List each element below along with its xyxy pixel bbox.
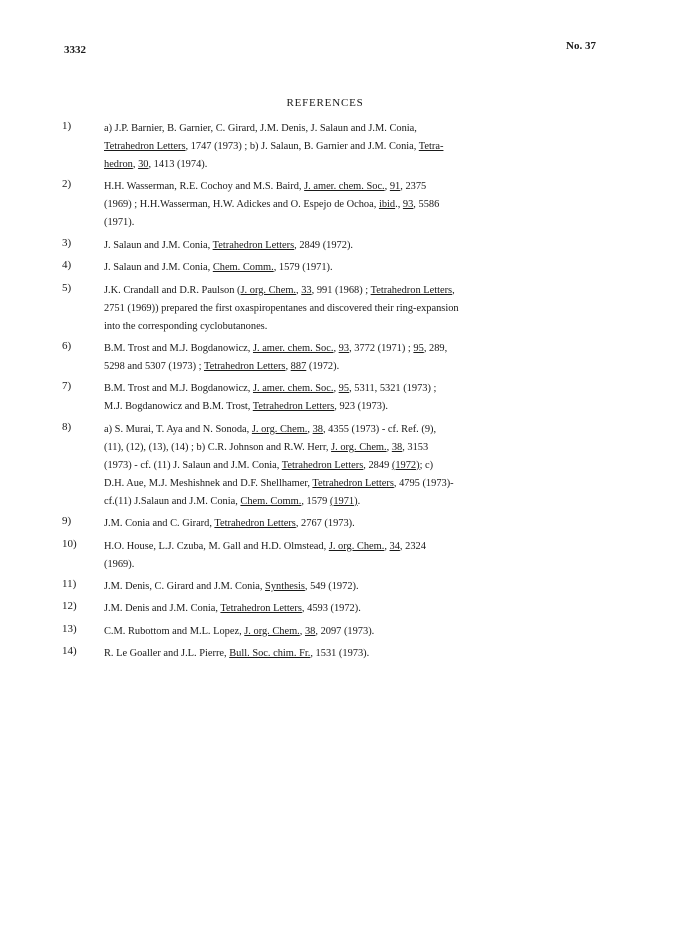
reference-text: J.M. Conia and C. Girard,: [104, 518, 215, 530]
reference-line: [104, 421, 584, 439]
reference-text: , 2767 (1973).: [295, 518, 355, 530]
reference-number: 13): [62, 622, 77, 635]
reference-item: [0, 600, 584, 618]
underlined-citation: Chem. Comm.: [212, 262, 274, 274]
reference-text: C.M. Rubottom and M.L. Lopez,: [104, 625, 245, 637]
underlined-citation: J. org. Chem.: [244, 625, 300, 637]
reference-line: [104, 515, 584, 533]
reference-text: ,: [333, 342, 339, 354]
reference-text: , 2849 (1972).: [294, 239, 353, 251]
reference-text: ,: [285, 360, 291, 372]
reference-text: , 2375: [400, 181, 427, 193]
underlined-citation: J. amer. chem. Soc.: [304, 181, 385, 193]
reference-text: , 4795 (1973)-: [393, 477, 454, 489]
reference-text: ,: [384, 540, 390, 552]
reference-item: [0, 515, 584, 533]
reference-text: J.K. Crandall and D.R. Paulson (: [104, 284, 241, 296]
reference-line: [104, 282, 584, 300]
issue-number: No. 37: [566, 40, 596, 52]
underlined-citation: 887: [290, 360, 307, 372]
underlined-citation: (1971): [329, 495, 358, 507]
reference-text: , 2849: [363, 459, 392, 471]
reference-text: , 1579: [301, 495, 330, 507]
reference-text: J. Salaun and J.M. Conia,: [104, 239, 213, 251]
reference-text: H.H. Wasserman, R.E. Cochoy and M.S. Baird,: [104, 181, 305, 193]
reference-text: (1971).: [104, 217, 135, 229]
reference-item: [0, 623, 584, 641]
reference-text: , 549 (1972).: [304, 580, 359, 592]
reference-number: 6): [62, 339, 72, 352]
reference-line: [104, 578, 584, 596]
reference-number: 10): [62, 537, 77, 550]
reference-line: [104, 556, 584, 574]
underlined-citation: 91: [389, 181, 401, 193]
reference-item: [0, 178, 584, 232]
reference-text: J.M. Denis and J.M. Conia,: [104, 603, 221, 615]
underlined-citation: Tetrahedron Letters: [220, 603, 302, 615]
reference-number: 5): [62, 281, 72, 294]
reference-text: ,: [299, 625, 305, 637]
reference-text: .: [357, 495, 361, 507]
reference-text: , 3153: [402, 441, 429, 453]
underlined-citation: ibid: [378, 199, 396, 211]
reference-item: [0, 120, 584, 174]
underlined-citation: 38: [304, 625, 316, 637]
reference-text: ; c): [419, 459, 434, 471]
underlined-citation: hedron: [104, 159, 133, 170]
reference-number: 9): [62, 515, 72, 528]
reference-text: , 923 (1973).: [334, 401, 388, 413]
reference-text: B.M. Trost and M.J. Bogdanowicz,: [104, 342, 253, 354]
reference-text: J.M. Denis, C. Girard and J.M. Conia,: [104, 580, 266, 592]
reference-number: 14): [62, 645, 77, 658]
reference-text: into the corresponding cyclobutanones.: [104, 320, 268, 332]
underlined-citation: 93: [338, 342, 350, 354]
reference-text: ,: [386, 441, 392, 453]
reference-text: M.J. Bogdanowicz and B.M. Trost,: [104, 401, 253, 413]
reference-text: , 991 (1968) ;: [311, 284, 371, 296]
underlined-citation: 38: [391, 441, 403, 453]
reference-item: [0, 380, 584, 416]
reference-text: ,: [132, 159, 139, 170]
reference-line: [104, 138, 584, 156]
reference-line: [104, 214, 584, 232]
underlined-citation: J. org. Chem.: [240, 284, 297, 296]
underlined-citation: 95: [338, 383, 350, 395]
reference-text: , 4593 (1972).: [301, 603, 361, 615]
reference-text: R. Le Goaller and J.L. Pierre,: [104, 648, 230, 660]
reference-line: [104, 538, 584, 556]
reference-text: (1973) - cf. (11) J. Salaun and J.M. Conia,: [104, 459, 282, 471]
underlined-citation: 93: [402, 199, 414, 211]
reference-line: [104, 623, 584, 641]
reference-line: [104, 600, 584, 618]
reference-line: [104, 237, 584, 255]
underlined-citation: Tetrahedron Letters: [203, 360, 286, 372]
reference-line: [104, 259, 584, 277]
underlined-citation: J. org. Chem.: [328, 540, 385, 552]
reference-text: 2751 (1969)) prepared the first oxaspiropentanes and discovered their ring-expansion: [104, 302, 459, 314]
reference-text: , 1531 (1973).: [310, 648, 370, 660]
reference-text: , 1747 (1973) ; b) J. Salaun, B. Garnier and J.M. Conia,: [185, 141, 419, 152]
reference-text: ,: [296, 284, 302, 296]
underlined-citation: Tetrahedron Letters: [281, 459, 364, 471]
references-heading: REFERENCES: [286, 97, 364, 109]
underlined-citation: Tetrahedron Letters: [214, 518, 296, 530]
reference-text: ,: [307, 423, 313, 435]
reference-line: [104, 358, 584, 376]
reference-text: , 4355 (1973) - cf. Ref. (9),: [322, 423, 437, 435]
reference-line: [104, 120, 584, 138]
reference-text: B.M. Trost and M.J. Bogdanowicz,: [104, 383, 253, 395]
reference-text: D.H. Aue, M.J. Meshishnek and D.F. Shellhamer,: [104, 477, 313, 489]
reference-line: [104, 645, 584, 663]
underlined-citation: J. org. Chem.: [251, 423, 308, 435]
underlined-citation: Tetrahedron Letters: [252, 401, 335, 413]
reference-line: [104, 196, 584, 214]
underlined-citation: Synthesis: [265, 580, 305, 592]
reference-line: [104, 398, 584, 416]
reference-line: [104, 439, 584, 457]
reference-line: [104, 178, 584, 196]
reference-text: , 5311, 5321 (1973) ;: [349, 383, 437, 395]
reference-text: ,: [333, 383, 339, 395]
underlined-citation: Tetrahedron Letters: [370, 284, 453, 296]
reference-item: [0, 340, 584, 376]
reference-number: 1): [62, 120, 72, 132]
reference-text: 5298 and 5307 (1973) ;: [104, 360, 204, 372]
reference-line: [104, 493, 584, 511]
reference-item: [0, 421, 584, 511]
underlined-citation: Tetrahedron Letters: [212, 239, 295, 251]
reference-number: 8): [62, 420, 72, 433]
underlined-citation: 38: [312, 423, 323, 435]
reference-line: [104, 318, 584, 336]
reference-text: , 2097 (1973).: [315, 625, 375, 637]
reference-number: 12): [62, 600, 77, 613]
reference-item: [0, 237, 584, 255]
underlined-citation: Tetrahedron Letters: [312, 477, 394, 489]
reference-text: a) S. Murai, T. Aya and N. Sonoda,: [104, 423, 252, 435]
reference-text: , 1579 (1971).: [273, 262, 333, 274]
reference-line: [104, 475, 584, 493]
underlined-citation: Chem. Comm.: [240, 495, 302, 507]
underlined-citation: 30: [138, 159, 149, 170]
reference-text: (1972).: [306, 360, 340, 372]
underlined-citation: 33: [301, 284, 312, 296]
reference-item: [0, 259, 584, 277]
reference-text: , 1413 (1974).: [148, 159, 208, 170]
underlined-citation: 34: [389, 540, 400, 552]
reference-text: (1969) ; H.H.Wasserman, H.W. Adickes and O. Espejo de Ochoa,: [104, 199, 379, 211]
reference-text: , 289,: [423, 342, 448, 354]
reference-text: a) J.P. Barnier, B. Garnier, C. Girard, J.M. Denis, J. Salaun and J.M. Conia,: [104, 123, 417, 134]
reference-list: [0, 120, 680, 667]
reference-item: [0, 538, 584, 574]
reference-text: , 3772 (1971) ;: [349, 342, 414, 354]
reference-text: H.O. House, L.J. Czuba, M. Gall and H.D. Olmstead,: [104, 540, 329, 552]
reference-text: ,: [452, 284, 455, 296]
page-number: 3332: [64, 44, 86, 56]
reference-text: , 5586: [413, 199, 440, 211]
reference-number: 11): [62, 577, 77, 590]
underlined-citation: 95: [413, 342, 424, 354]
reference-line: [104, 300, 584, 318]
reference-text: ,: [384, 181, 390, 193]
underlined-citation: J. amer. chem. Soc.: [252, 342, 334, 354]
underlined-citation: Bull. Soc. chim. Fr.: [229, 648, 311, 660]
reference-line: [104, 156, 584, 174]
reference-line: [104, 457, 584, 475]
reference-text: (11), (12), (13), (14) ; b) C.R. Johnson and R.W. Herr,: [104, 441, 332, 453]
reference-number: 2): [62, 178, 72, 191]
reference-item: [0, 578, 584, 596]
underlined-citation: Tetrahedron Letters: [104, 141, 186, 152]
reference-text: .,: [395, 199, 403, 211]
reference-text: cf.(11) J.Salaun and J.M. Conia,: [104, 495, 241, 507]
reference-text: (1969).: [104, 558, 135, 570]
reference-item: [0, 645, 584, 663]
reference-text: J. Salaun and J.M. Conia,: [104, 262, 213, 274]
underlined-citation: J. org. Chem.: [331, 441, 387, 453]
reference-number: 7): [62, 380, 72, 393]
reference-number: 4): [62, 259, 72, 272]
underlined-citation: Tetra-: [418, 141, 444, 152]
reference-item: [0, 282, 584, 336]
underlined-citation: J. amer. chem. Soc.: [252, 383, 334, 395]
reference-text: , 2324: [399, 540, 426, 552]
underlined-citation: (1972): [391, 459, 420, 471]
reference-line: [104, 380, 584, 398]
reference-number: 3): [62, 236, 72, 249]
reference-line: [104, 340, 584, 358]
